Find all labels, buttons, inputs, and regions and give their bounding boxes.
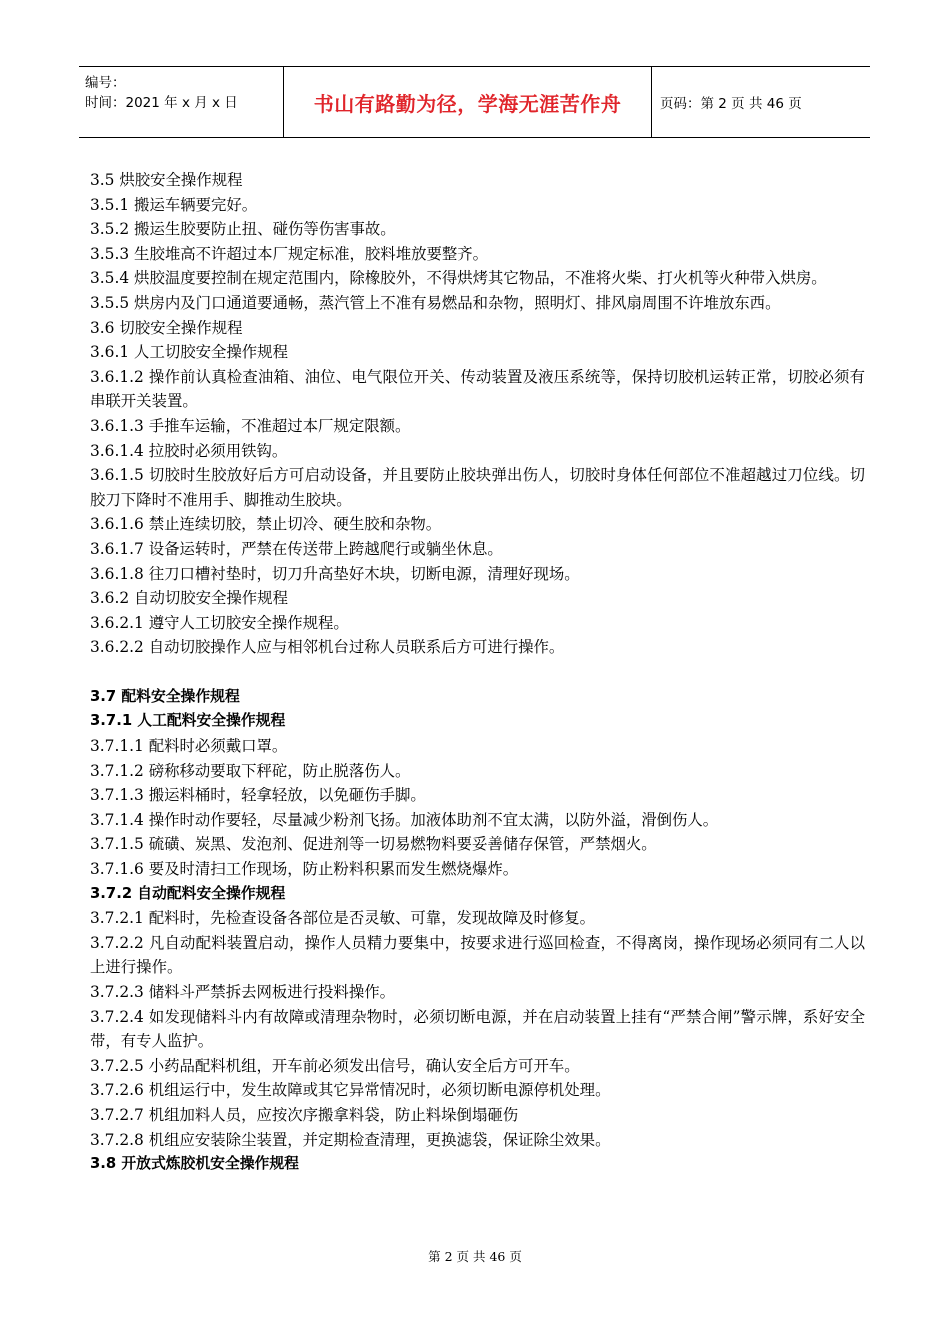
paragraph: 3.7.2.1 配料时，先检查设备各部位是否灵敏、可靠，发现故障及时修复。: [90, 909, 596, 928]
subsection-heading: 3.6.2 自动切胶安全操作规程: [90, 589, 288, 608]
paragraph: 3.7.1.5 硫磺、炭黑、发泡剂、促进剂等一切易燃物料要妥善储存保管，严禁烟火。: [90, 835, 657, 854]
blank-line: [90, 660, 865, 685]
paragraph: 3.7.2.7 机组加料人员，应按次序搬拿料袋，防止料垛倒塌砸伤: [90, 1105, 519, 1124]
paragraph: 3.7.2.5 小药品配料机组，开车前必须发出信号，确认安全后方可开车。: [90, 1056, 580, 1075]
paragraph: 3.5.2 搬运生胶要防止扭、碰伤等伤害事故。: [90, 220, 396, 239]
header-meta: [79, 67, 284, 137]
paragraph: 3.5.4 烘胶温度要控制在规定范围内，除橡胶外，不得烘烤其它物品，不准将火柴、打火机等火种带入烘房。: [90, 269, 827, 288]
paragraph: 3.7.2.3 储料斗严禁拆去网板进行投料操作。: [90, 983, 395, 1001]
paragraph: 3.6.1.3 手推车运输，不准超过本厂规定限额。: [90, 416, 411, 435]
paragraph: 3.7.1.6 要及时清扫工作现场，防止粉料积累而发生燃烧爆炸。: [90, 860, 519, 879]
code-label: 编号：: [85, 75, 126, 91]
paragraph: 3.7.1.3 搬运料桶时，轻拿轻放，以免砸伤手脚。: [90, 786, 426, 805]
header-page-info: 页码：第 2 页 共 46 页: [660, 96, 802, 112]
section-heading: 3.5 烘胶安全操作规程: [90, 171, 243, 189]
paragraph: 3.7.2.2 凡自动配料装置启动，操作人员精力要集中，按要求进行巡回检查，不得离岗，操作现场必须同有二人以上进行操作。: [90, 933, 865, 977]
paragraph: 3.7.2.4 如发现储料斗内有故障或清理杂物时，必须切断电源，并在启动装置上挂有“严禁合闸”警示牌，系好安全带，有专人监护。: [90, 1007, 865, 1051]
section-heading: 3.6 切胶安全操作规程: [90, 318, 243, 337]
paragraph: 3.6.1.6 禁止连续切胶，禁止切冷、硬生胶和杂物。: [90, 515, 442, 534]
subsection-heading: 3.7.2 自动配料安全操作规程: [90, 884, 286, 902]
page-header: [79, 66, 870, 138]
paragraph: 3.7.1.1 配料时必须戴口罩。: [90, 737, 288, 756]
paragraph: 3.5.3 生胶堆高不许超过本厂规定标准，胶料堆放要整齐。: [90, 244, 489, 263]
paragraph: 3.7.2.6 机组运行中，发生故障或其它异常情况时，必须切断电源停机处理。: [90, 1081, 611, 1100]
paragraph: 3.7.2.8 机组应安装除尘装置，并定期检查清理，更换滤袋，保证除尘效果。: [90, 1130, 611, 1149]
page-footer: 第 2 页 共 46 页: [428, 1249, 522, 1264]
subsection-heading: 3.7.1 人工配料安全操作规程: [90, 712, 286, 730]
time-label: 时间：2021 年 x 月 x 日: [85, 95, 238, 111]
paragraph: 3.7.1.2 磅称移动要取下秤砣，防止脱落伤人。: [90, 761, 411, 780]
paragraph: 3.6.1.7 设备运转时，严禁在传送带上跨越爬行或躺坐休息。: [90, 539, 503, 558]
paragraph: 3.6.1.8 往刀口槽衬垫时，切刀升高垫好木块，切断电源，清理好现场。: [90, 564, 580, 583]
paragraph: 3.7.1.4 操作时动作要轻，尽量减少粉剂飞扬。加液体助剂不宜太满，以防外溢，滑倒伤人。: [90, 810, 719, 829]
paragraph: 3.5.1 搬运车辆要完好。: [90, 195, 258, 214]
paragraph: 3.6.2.1 遵守人工切胶安全操作规程。: [90, 613, 349, 632]
section-heading: 3.7 配料安全操作规程: [90, 687, 240, 705]
header-motto: 书山有路勤为径，学海无涯苦作舟: [284, 67, 652, 137]
document-body: [90, 168, 865, 1177]
subsection-heading: 3.6.1 人工切胶安全操作规程: [90, 343, 288, 362]
section-heading: 3.8 开放式炼胶机安全操作规程: [90, 1155, 299, 1173]
paragraph: 3.5.5 烘房内及门口通道要通畅，蒸汽管上不准有易燃品和杂物，照明灯、排风扇周围不许堆放东西。: [90, 293, 781, 312]
paragraph: 3.6.2.2 自动切胶操作人应与相邻机台过称人员联系后方可进行操作。: [90, 638, 565, 657]
paragraph: 3.6.1.2 操作前认真检查油箱、油位、电气限位开关、传动装置及液压系统等，保持切胶机运转正常，切胶必须有串联开关装置。: [90, 367, 865, 411]
paragraph: 3.6.1.4 拉胶时必须用铁钩。: [90, 441, 288, 460]
paragraph: 3.6.1.5 切胶时生胶放好后方可启动设备，并且要防止胶块弹出伤人，切胶时身体任何部位不准超越过刀位线。切胶刀下降时不准用手、脚推动生胶块。: [90, 466, 865, 509]
